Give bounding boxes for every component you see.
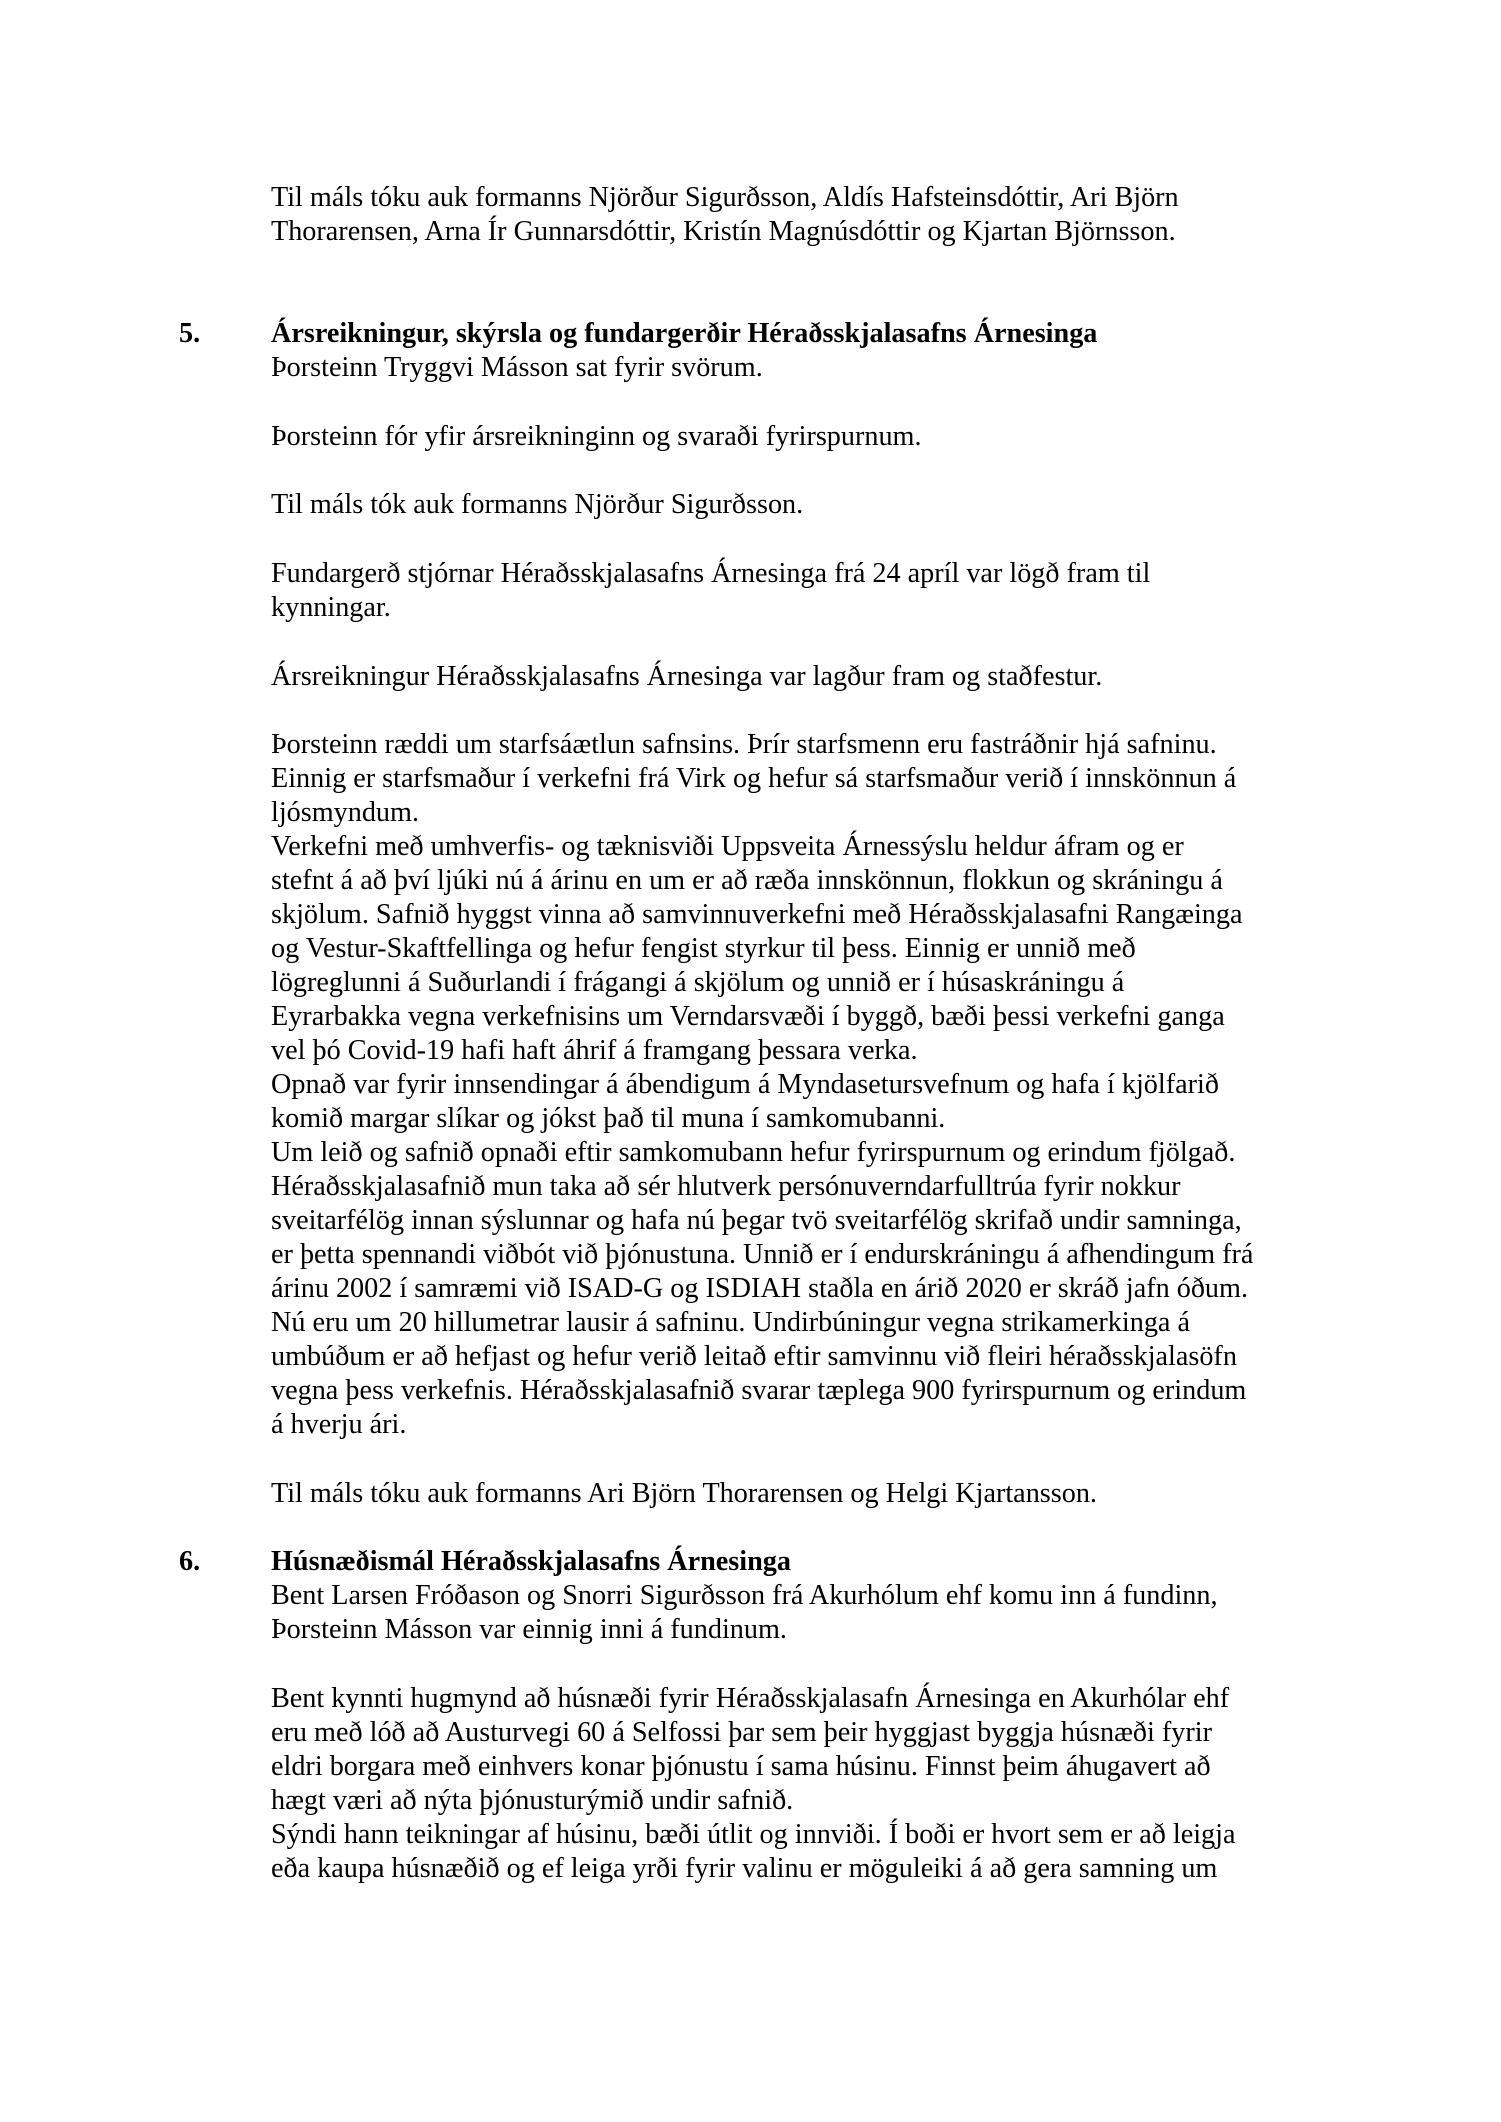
paragraph-line: Eyrarbakka vegna verkefnisins um Verndarsvæði í byggð, bæði þessi verkefni ganga	[271, 1001, 1225, 1032]
paragraph-line: umbúðum er að hefjast og hefur verið leitað eftir samvinnu við fleiri héraðsskjalasöfn	[271, 1341, 1237, 1372]
paragraph-line: Nú eru um 20 hillumetrar lausir á safninu. Undirbúningur vegna strikamerkinga á	[271, 1307, 1190, 1338]
paragraph-line: vel þó Covid-19 hafi haft áhrif á framgang þessara verka.	[271, 1035, 918, 1066]
paragraph-line: er þetta spennandi viðbót við þjónustuna. Unnið er í endurskráningu á afhendingum frá	[271, 1239, 1254, 1270]
paragraph-line: vegna þess verkefnis. Héraðsskjalasafnið svarar tæplega 900 fyrirspurnum og erindum	[271, 1375, 1247, 1406]
paragraph-line: eru með lóð að Austurvegi 60 á Selfossi þar sem þeir hyggjast byggja húsnæði fyrir	[271, 1717, 1212, 1748]
paragraph-line: Þorsteinn fór yfir ársreikninginn og svaraði fyrirspurnum.	[271, 421, 922, 452]
intro-line: Til máls tóku auk formanns Njörður Sigurðsson, Aldís Hafsteinsdóttir, Ari Björn	[271, 182, 1179, 213]
paragraph-line: skjölum. Safnið hyggst vinna að samvinnuverkefni með Héraðsskjalasafni Rangæinga	[271, 899, 1243, 930]
paragraph-line: Sýndi hann teikningar af húsinu, bæði útlit og innviði. Í boði er hvort sem er að leigja	[271, 1819, 1236, 1850]
paragraph-line: kynningar.	[271, 592, 391, 623]
paragraph-line: Þorsteinn Másson var einnig inni á fundinum.	[271, 1614, 787, 1645]
paragraph-line: Einnig er starfsmaður í verkefni frá Virk og hefur sá starfsmaður verið í innskönnun á	[271, 763, 1237, 794]
paragraph-line: árinu 2002 í samræmi við ISAD-G og ISDIAH staðla en árið 2020 er skráð jafn óðum.	[271, 1273, 1248, 1304]
paragraph-line: eða kaupa húsnæðið og ef leiga yrði fyrir valinu er möguleiki á að gera samning um	[271, 1853, 1218, 1884]
paragraph-line: sveitarfélög innan sýslunnar og hafa nú þegar tvö sveitarfélög skrifað undir samninga,	[271, 1205, 1242, 1236]
paragraph-line: Þorsteinn Tryggvi Másson sat fyrir svörum.	[271, 352, 763, 383]
paragraph-line: Fundargerð stjórnar Héraðsskjalasafns Árnesinga frá 24 apríl var lögð fram til	[271, 558, 1151, 589]
paragraph-line: Bent kynnti hugmynd að húsnæði fyrir Héraðsskjalasafn Árnesinga en Akurhólar ehf	[271, 1683, 1230, 1714]
section-title: Ársreikningur, skýrsla og fundargerðir Héraðsskjalasafns Árnesinga	[271, 318, 1098, 349]
paragraph-line: Til máls tók auk formanns Njörður Sigurðsson.	[271, 489, 804, 520]
paragraph-line: Opnað var fyrir innsendingar á ábendigum á Myndasetursvefnum og hafa í kjölfarið	[271, 1069, 1219, 1100]
paragraph-line: Þorsteinn ræddi um starfsáætlun safnsins. Þrír starfsmenn eru fastráðnir hjá safninu.	[271, 729, 1217, 760]
paragraph-line: á hverju ári.	[271, 1409, 407, 1440]
section-number: 5.	[179, 318, 201, 349]
section-number: 6.	[179, 1546, 201, 1577]
paragraph-line: Til máls tóku auk formanns Ari Björn Thorarensen og Helgi Kjartansson.	[271, 1478, 1097, 1509]
paragraph-line: Um leið og safnið opnaði eftir samkomubann hefur fyrirspurnum og erindum fjölgað.	[271, 1137, 1236, 1168]
paragraph-line: lögreglunni á Suðurlandi í frágangi á skjölum og unnið er í húsaskráningu á	[271, 967, 1125, 998]
intro-line: Thorarensen, Arna Ír Gunnarsdóttir, Kristín Magnúsdóttir og Kjartan Björnsson.	[271, 216, 1176, 247]
section-title: Húsnæðismál Héraðsskjalasafns Árnesinga	[271, 1546, 791, 1577]
paragraph-line: og Vestur-Skaftfellinga og hefur fengist styrkur til þess. Einnig er unnið með	[271, 933, 1136, 964]
paragraph-line: Bent Larsen Fróðason og Snorri Sigurðsson frá Akurhólum ehf komu inn á fundinn,	[271, 1580, 1218, 1611]
paragraph-line: stefnt á að því ljúki nú á árinu en um er að ræða innskönnun, flokkun og skráningu á	[271, 865, 1223, 896]
paragraph-line: Verkefni með umhverfis- og tæknisviði Uppsveita Árnessýslu heldur áfram og er	[271, 831, 1184, 862]
paragraph-line: Héraðsskjalasafnið mun taka að sér hlutverk persónuverndarfulltrúa fyrir nokkur	[271, 1171, 1181, 1202]
paragraph-line: eldri borgara með einhvers konar þjónustu í sama húsinu. Finnst þeim áhugavert að	[271, 1751, 1211, 1782]
paragraph-line: hægt væri að nýta þjónusturýmið undir safnið.	[271, 1785, 794, 1816]
paragraph-line: ljósmyndum.	[271, 797, 419, 828]
paragraph-line: komið margar slíkar og jókst það til muna í samkomubanni.	[271, 1103, 946, 1134]
paragraph-line: Ársreikningur Héraðsskjalasafns Árnesinga var lagður fram og staðfestur.	[271, 661, 1103, 692]
